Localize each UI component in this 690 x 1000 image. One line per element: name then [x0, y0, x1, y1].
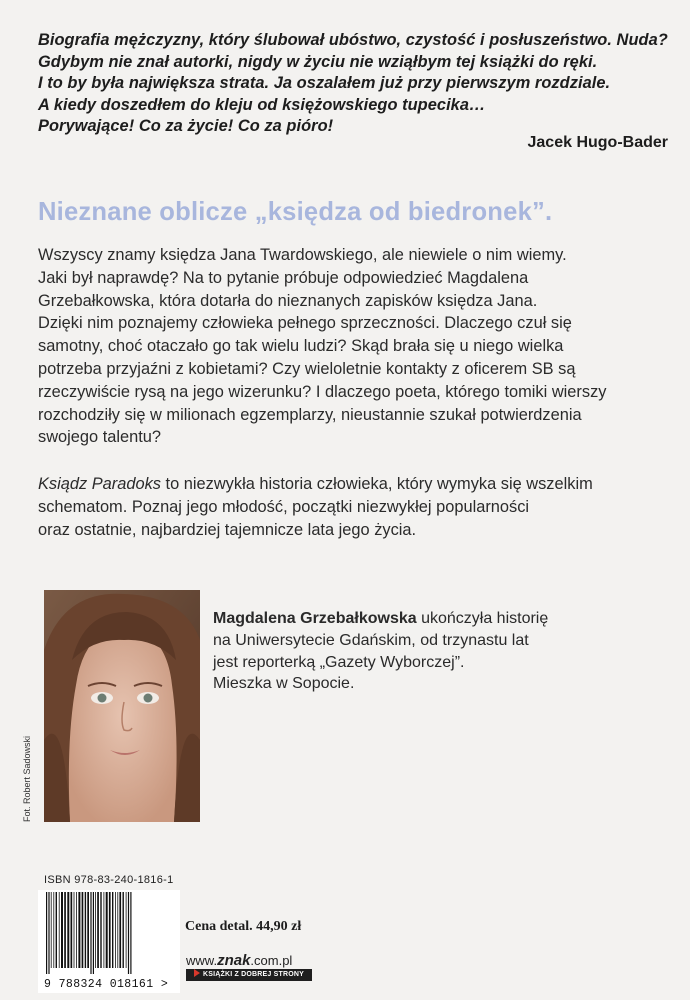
isbn: ISBN 978-83-240-1816-1 — [44, 874, 174, 886]
quote-line: Biografia mężczyzny, który ślubował ubóstwo, czystość i posłuszeństwo. Nuda? — [38, 31, 668, 49]
publisher-tagline — [186, 969, 312, 981]
author-portrait-image — [44, 590, 200, 822]
quote-line: Gdybym nie znał autorki, nigdy w życiu nie wziąłbym tej książki do ręki. — [38, 52, 598, 71]
bio-line: jest reporterką „Gazety Wyborczej”. — [213, 653, 465, 671]
paragraph-line: potrzeba przyjaźni z kobietami? Czy wieloletnie kontakty z oficerem SB są — [38, 359, 576, 378]
barcode-bar — [93, 892, 94, 974]
barcode-bar — [100, 892, 101, 968]
barcode-bar — [119, 892, 121, 968]
bio-line — [213, 608, 673, 630]
barcode-bar — [87, 892, 89, 968]
barcode-bar — [106, 892, 108, 968]
photo-credit: Fot. Robert Sadowski — [22, 735, 32, 822]
paragraph-line: Dzięki nim poznajemy człowieka pełnego sprzeczności. Dlaczego czuł się — [38, 314, 572, 333]
paragraph-line: schematom. Poznaj jego młodość, początki niezwykłej popularności — [38, 497, 530, 516]
paragraph-line: rozchodziły się w milionach egzemplarzy, nieustannie szukał potwierdzenia — [38, 405, 582, 424]
barcode-bar — [90, 892, 91, 974]
url-prefix: www. — [186, 953, 218, 968]
bio-text: ukończyła historię — [416, 610, 549, 627]
barcode-bar — [71, 892, 73, 968]
quote-author: Jacek Hugo-Bader — [527, 134, 668, 151]
quote-block — [38, 30, 678, 138]
barcode-bar — [48, 892, 49, 974]
barcode-bar — [51, 892, 52, 968]
bio-line: Mieszka w Sopocie. — [213, 675, 355, 693]
barcode-bar — [61, 892, 63, 968]
paragraph-line: Jaki był naprawdę? Na to pytanie próbuje odpowiedzieć Magdalena — [38, 268, 529, 287]
paragraph-line — [38, 473, 648, 496]
barcode-bar — [85, 892, 86, 968]
barcode-bar — [128, 892, 129, 974]
url-suffix: .com.pl — [250, 953, 293, 968]
description-paragraph-1 — [38, 244, 648, 449]
paragraph-text: to niezwykła historia człowieka, który wymyka się wszelkim — [161, 475, 593, 493]
publisher-url — [186, 952, 292, 969]
barcode-bar — [56, 892, 57, 968]
barcode-bar — [104, 892, 105, 968]
barcode-bar — [115, 892, 116, 968]
headline: Nieznane oblicze „księdza od biedronek”. — [38, 198, 553, 226]
barcode-bar — [46, 892, 47, 974]
barcode-bar — [74, 892, 75, 968]
barcode-bar — [109, 892, 111, 968]
barcode-bar — [59, 892, 60, 968]
paragraph-line: Wszyscy znamy księdza Jana Twardowskiego, ale niewiele o nim wiemy. — [38, 246, 567, 264]
barcode-bars — [38, 890, 180, 976]
description-paragraph-2 — [38, 473, 648, 541]
quote-line: Porywające! Co za życie! Co za pióro! — [38, 117, 334, 136]
barcode-bar — [97, 892, 99, 968]
paragraph-line: Grzebałkowska, która dotarła do nieznanych zapisków księdza Jana. — [38, 291, 538, 310]
barcode-bar — [126, 892, 127, 968]
bio-line: na Uniwersytecie Gdańskim, od trzynastu lat — [213, 631, 529, 649]
quote-line: A kiedy doszedłem do kleju od księżowskiego tupecika… — [38, 95, 486, 114]
paragraph-line: rzeczywiście rysą na jego wizerunku? I dlaczego poeta, którego tomiki wierszy — [38, 382, 607, 401]
book-title: Ksiądz Paradoks — [38, 475, 161, 493]
author-photo — [44, 590, 200, 822]
arrow-icon — [194, 969, 200, 977]
barcode-bar — [78, 892, 80, 968]
publisher-brand: znak — [217, 952, 251, 969]
price: Cena detal. 44,90 zł — [185, 919, 302, 934]
quote-line: I to by była największa strata. Ja oszalałem już przy pierwszym rozdziale. — [38, 74, 611, 93]
author-bio — [213, 608, 673, 695]
barcode-digits: 9 788324 018161 > — [44, 978, 169, 991]
barcode-bar — [95, 892, 96, 968]
paragraph-line: samotny, choć otaczało go tak wielu ludzi? Skąd brała się u niego wielka — [38, 337, 564, 356]
barcode-bar — [130, 892, 131, 974]
paragraph-line: swojego talentu? — [38, 428, 162, 447]
barcode-bar — [82, 892, 84, 968]
barcode-bar — [123, 892, 124, 968]
barcode-bar — [53, 892, 54, 968]
barcode-bar — [117, 892, 118, 968]
paragraph-line: oraz ostatnie, najbardziej tajemnicze lata jego życia. — [38, 520, 417, 539]
barcode-bar — [112, 892, 113, 968]
barcode-bar — [76, 892, 77, 968]
tagline-text: KSIĄŻKI Z DOBREJ STRONY — [202, 971, 305, 978]
barcode-bar — [64, 892, 66, 968]
author-name: Magdalena Grzebałkowska — [213, 610, 417, 627]
barcode-bar — [67, 892, 69, 968]
